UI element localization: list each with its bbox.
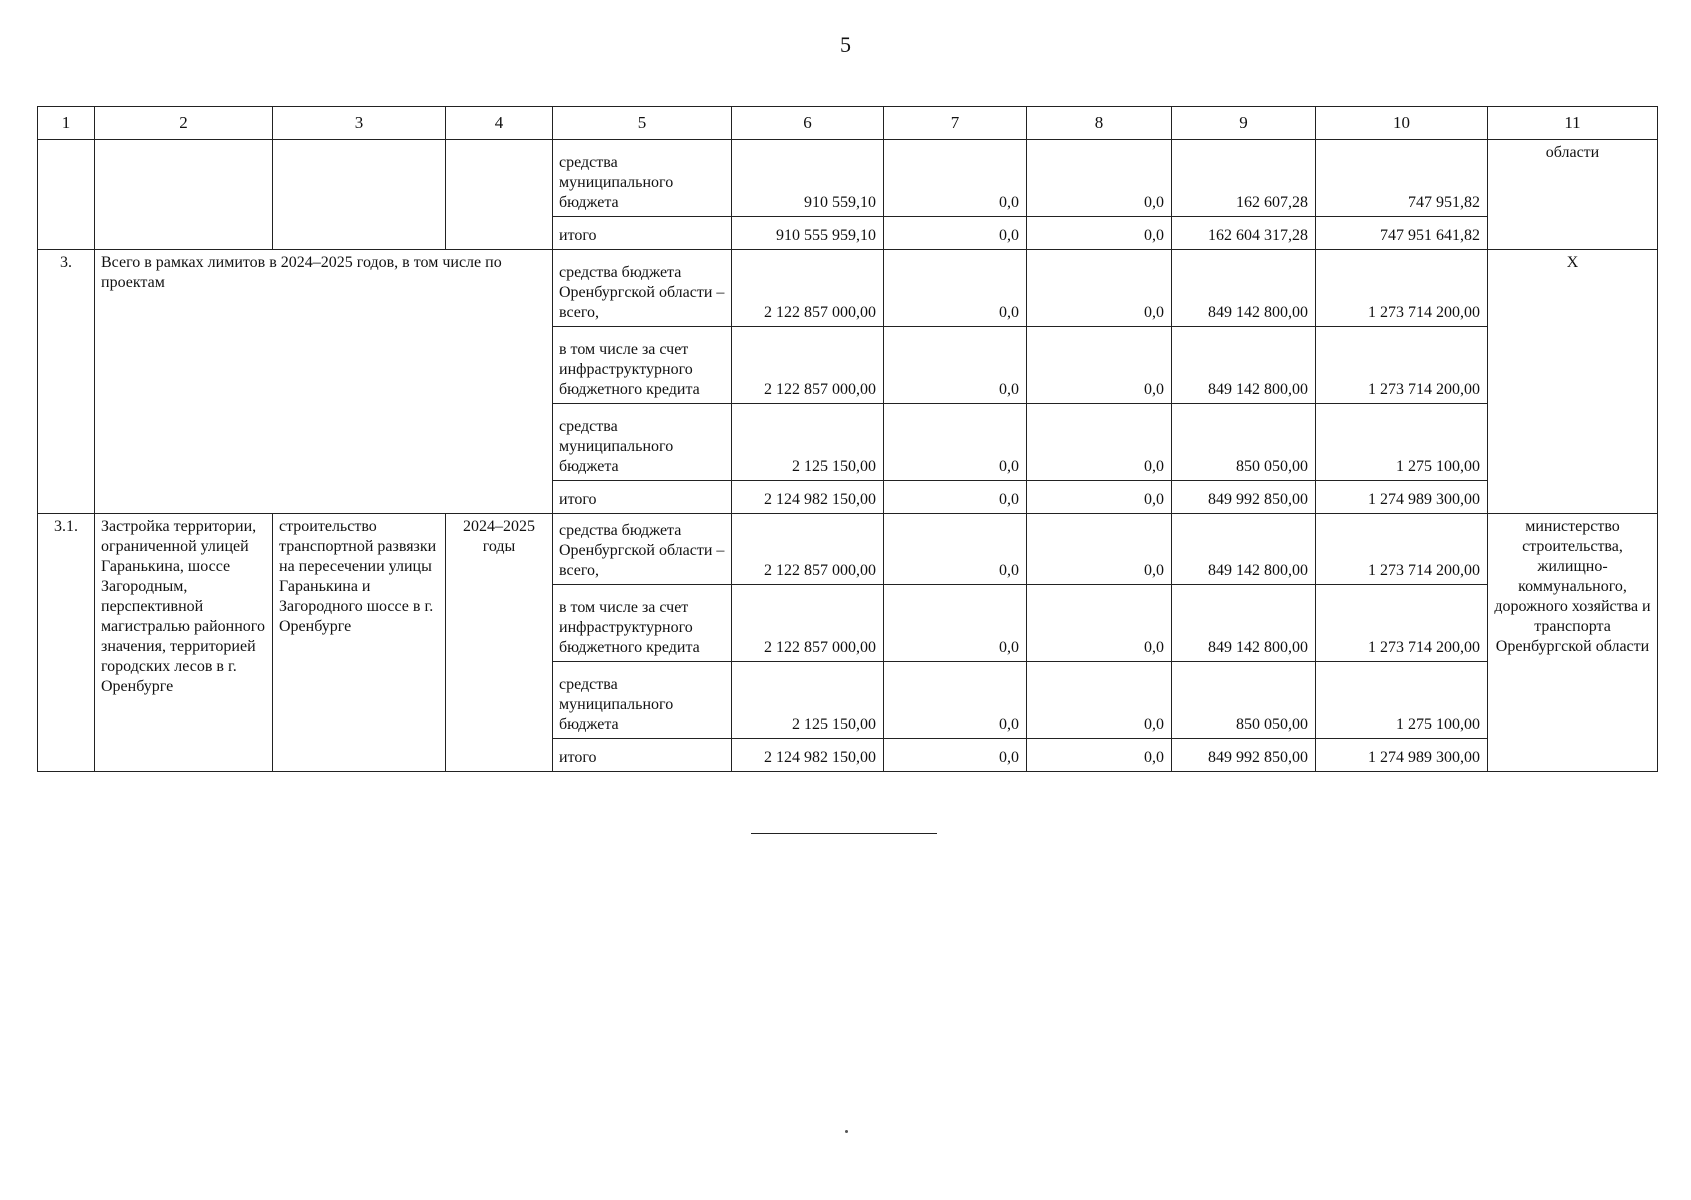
value-cell: 0,0 <box>884 217 1027 250</box>
value-cell: 1 273 714 200,00 <box>1316 250 1488 327</box>
value-cell: 2 122 857 000,00 <box>732 585 884 662</box>
value-cell: 747 951 641,82 <box>1316 217 1488 250</box>
value-cell: 0,0 <box>1027 404 1172 481</box>
value-cell: 1 275 100,00 <box>1316 662 1488 739</box>
value-cell: 2 125 150,00 <box>732 404 884 481</box>
funding-source: в том числе за счет инфраструктурного бюджетного кредита <box>553 585 732 662</box>
value-cell: 0,0 <box>1027 514 1172 585</box>
funding-source: в том числе за счет инфраструктурного бюджетного кредита <box>553 327 732 404</box>
column-header: 11 <box>1488 107 1658 140</box>
object-name: строительство транспортной развязки на пересечении улицы Гаранькина и Загородного шоссе в г. Оренбурге <box>273 514 446 772</box>
cont-period-cell <box>446 140 553 250</box>
value-cell: 849 992 850,00 <box>1172 481 1316 514</box>
value-cell: 0,0 <box>884 514 1027 585</box>
value-cell: 0,0 <box>1027 662 1172 739</box>
table-row <box>38 514 1658 585</box>
value-cell: 849 992 850,00 <box>1172 739 1316 772</box>
value-cell: 0,0 <box>884 481 1027 514</box>
value-cell: 849 142 800,00 <box>1172 585 1316 662</box>
funding-source: средства муниципального бюджета <box>553 140 732 217</box>
value-cell: 2 122 857 000,00 <box>732 514 884 585</box>
finance-table <box>37 106 1658 772</box>
section-number: 3.1. <box>38 514 95 772</box>
value-cell: 0,0 <box>884 585 1027 662</box>
value-cell: 1 274 989 300,00 <box>1316 739 1488 772</box>
funding-source: итого <box>553 217 732 250</box>
column-header: 3 <box>273 107 446 140</box>
value-cell: 0,0 <box>1027 327 1172 404</box>
section-number: 3. <box>38 250 95 514</box>
scan-artifact-dot <box>845 1130 848 1133</box>
value-cell: 0,0 <box>884 662 1027 739</box>
end-of-document-divider <box>751 833 937 834</box>
funding-source: средства бюджета Оренбургской области – всего, <box>553 514 732 585</box>
value-cell: 0,0 <box>1027 250 1172 327</box>
value-cell: 0,0 <box>884 739 1027 772</box>
value-cell: 1 274 989 300,00 <box>1316 481 1488 514</box>
value-cell: 2 122 857 000,00 <box>732 250 884 327</box>
table-row <box>38 140 1658 217</box>
value-cell: 0,0 <box>884 250 1027 327</box>
value-cell: 910 559,10 <box>732 140 884 217</box>
value-cell: 0,0 <box>1027 585 1172 662</box>
page-number: 5 <box>840 32 851 57</box>
value-cell: 850 050,00 <box>1172 662 1316 739</box>
funding-source: итого <box>553 481 732 514</box>
column-header: 4 <box>446 107 553 140</box>
column-header: 5 <box>553 107 732 140</box>
project-name: Застройка территории, ограниченной улицей Гаранькина, шоссе Загородным, перспективной магистралью районного значения, территорией городских лесов в г. Оренбурге <box>95 514 273 772</box>
column-header: 6 <box>732 107 884 140</box>
value-cell: 850 050,00 <box>1172 404 1316 481</box>
value-cell: 0,0 <box>1027 481 1172 514</box>
funding-source: итого <box>553 739 732 772</box>
funding-source: средства муниципального бюджета <box>553 662 732 739</box>
value-cell: 162 607,28 <box>1172 140 1316 217</box>
value-cell: 849 142 800,00 <box>1172 327 1316 404</box>
value-cell: 0,0 <box>1027 217 1172 250</box>
cont-object-cell <box>273 140 446 250</box>
funding-source: средства муниципального бюджета <box>553 404 732 481</box>
cont-project-cell <box>95 140 273 250</box>
value-cell: 1 273 714 200,00 <box>1316 514 1488 585</box>
value-cell: 0,0 <box>884 404 1027 481</box>
value-cell: 162 604 317,28 <box>1172 217 1316 250</box>
value-cell: 1 273 714 200,00 <box>1316 585 1488 662</box>
table-row <box>38 250 1658 327</box>
value-cell: 0,0 <box>1027 739 1172 772</box>
section-title: Всего в рамках лимитов в 2024–2025 годов, в том числе по проектам <box>95 250 553 514</box>
responsible-executor: X <box>1488 250 1658 514</box>
cont-num-cell <box>38 140 95 250</box>
column-header: 7 <box>884 107 1027 140</box>
value-cell: 747 951,82 <box>1316 140 1488 217</box>
column-header: 1 <box>38 107 95 140</box>
funding-source: средства бюджета Оренбургской области – всего, <box>553 250 732 327</box>
value-cell: 910 555 959,10 <box>732 217 884 250</box>
value-cell: 2 125 150,00 <box>732 662 884 739</box>
value-cell: 849 142 800,00 <box>1172 250 1316 327</box>
value-cell: 2 122 857 000,00 <box>732 327 884 404</box>
value-cell: 1 273 714 200,00 <box>1316 327 1488 404</box>
value-cell: 1 275 100,00 <box>1316 404 1488 481</box>
column-header: 10 <box>1316 107 1488 140</box>
column-header: 8 <box>1027 107 1172 140</box>
column-header: 2 <box>95 107 273 140</box>
responsible-executor: министерство строительства, жилищно-коммунального, дорожного хозяйства и транспорта Оренбургской области <box>1488 514 1658 772</box>
value-cell: 0,0 <box>1027 140 1172 217</box>
value-cell: 0,0 <box>884 327 1027 404</box>
value-cell: 849 142 800,00 <box>1172 514 1316 585</box>
finance-table-wrapper <box>37 106 1658 772</box>
header-row <box>38 107 1658 140</box>
value-cell: 0,0 <box>884 140 1027 217</box>
responsible-executor: области <box>1488 140 1658 250</box>
value-cell: 2 124 982 150,00 <box>732 739 884 772</box>
value-cell: 2 124 982 150,00 <box>732 481 884 514</box>
implementation-period: 2024–2025 годы <box>446 514 553 772</box>
column-header: 9 <box>1172 107 1316 140</box>
